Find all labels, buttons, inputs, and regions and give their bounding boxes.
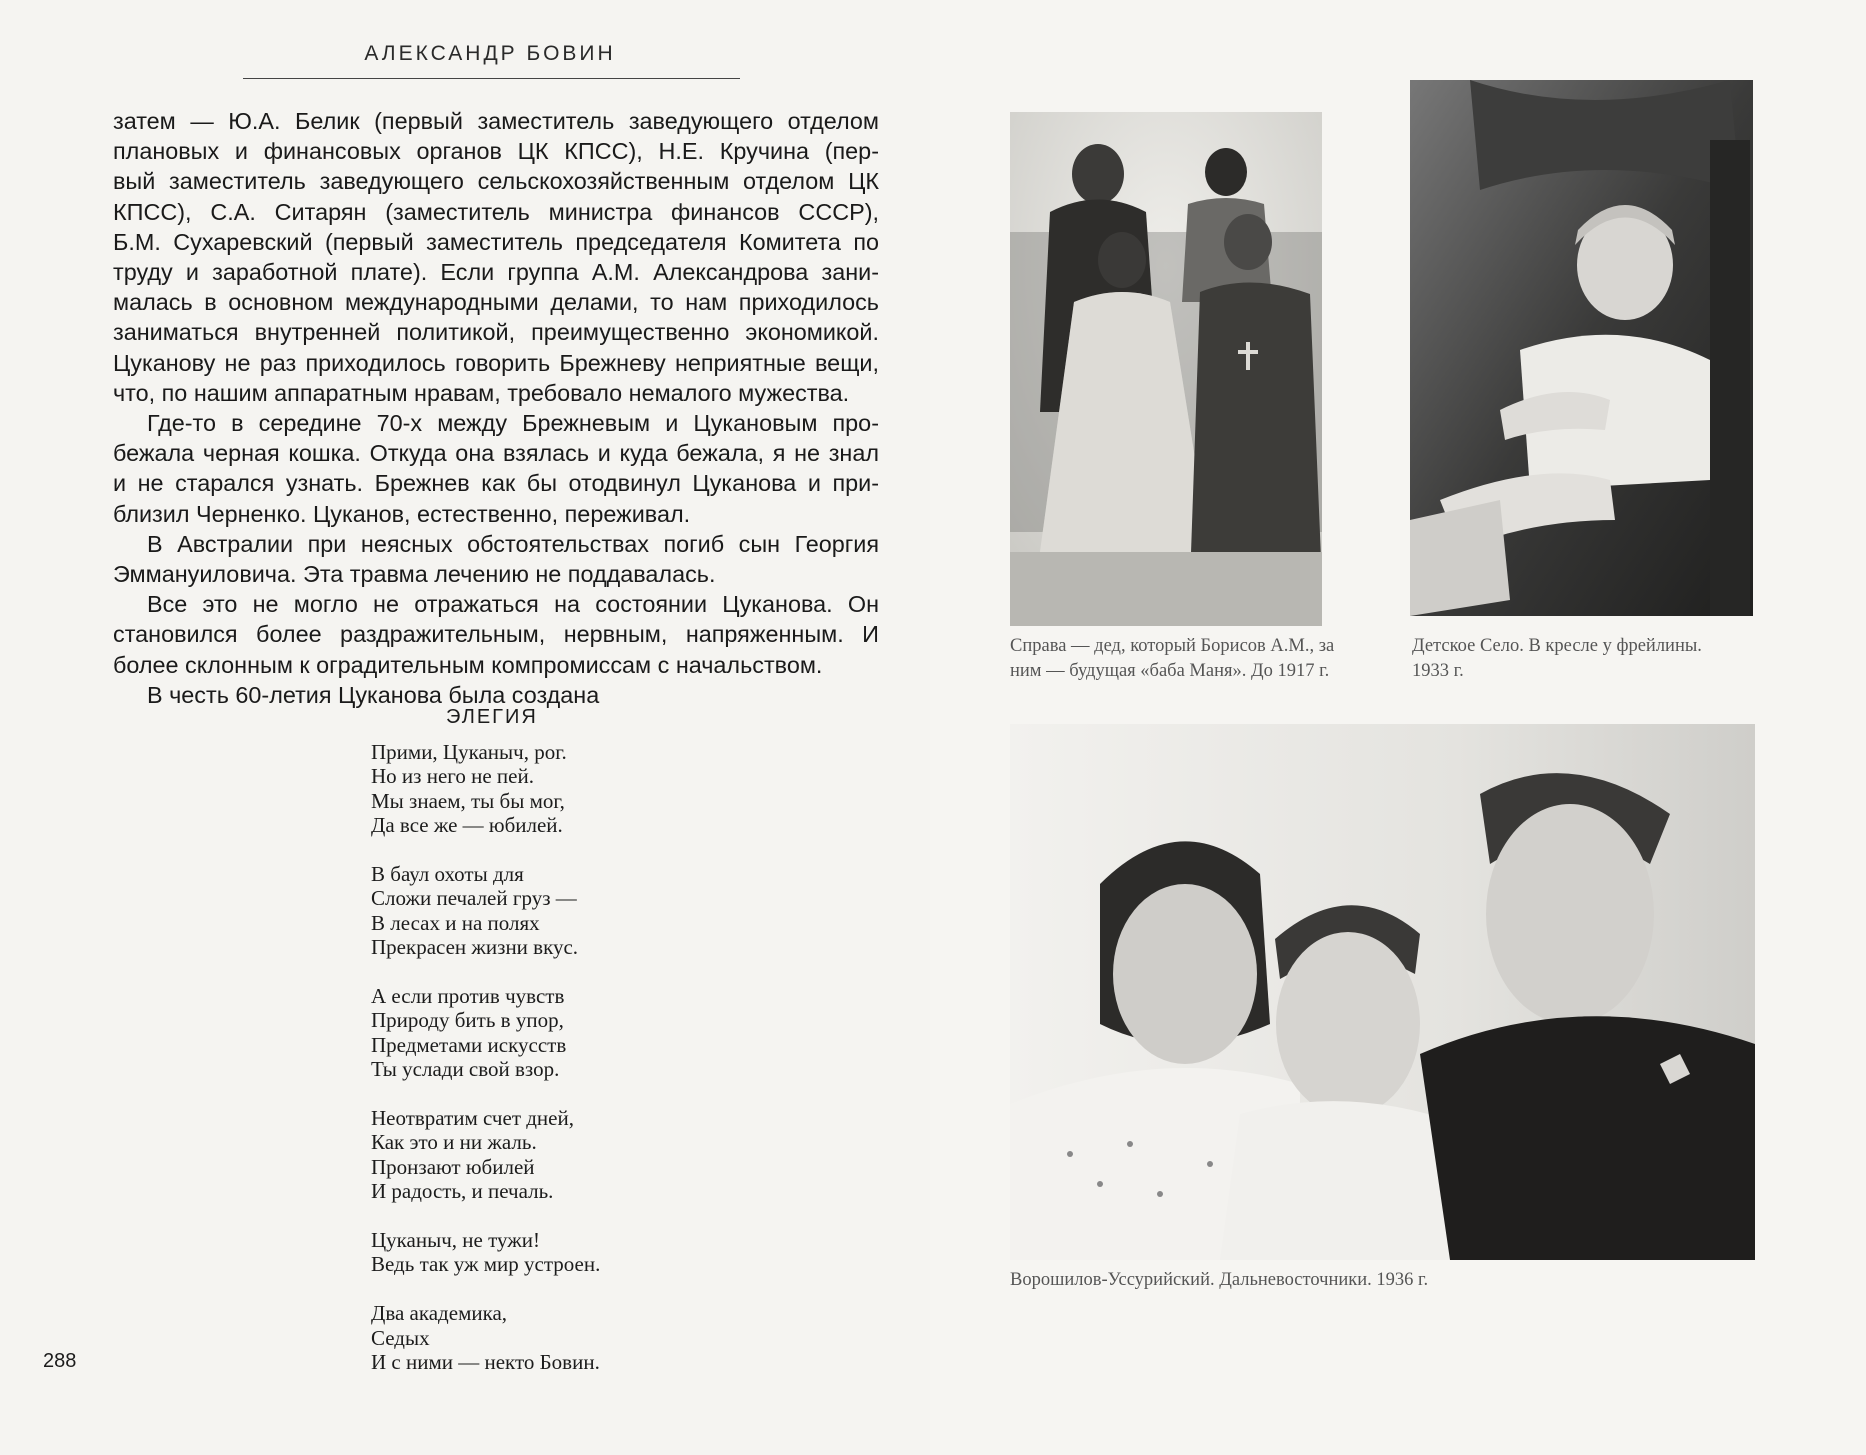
poem-line: Неотвратим счет дней, — [371, 1106, 574, 1131]
poem-line: Ведь так уж мир устроен. — [371, 1252, 601, 1277]
poem-line: А если против чувств — [371, 984, 565, 1009]
body-text-line: В Австралии при неясных обстоятельствах погиб сын Георгия — [147, 530, 879, 557]
body-text-line: более склонным к оградительным компромиссам с начальством. — [113, 651, 823, 678]
poem-stanza — [371, 1106, 600, 1204]
poem-line: И с ними — некто Бовин. — [371, 1350, 600, 1375]
poem-line: Как это и ни жаль. — [371, 1130, 537, 1155]
family-1936-image — [1010, 724, 1755, 1260]
poem-title: ЭЛЕГИЯ — [446, 706, 538, 728]
poem — [371, 740, 600, 1399]
poem-line: Прекрасен жизни вкус. — [371, 935, 579, 960]
body-text-line: становился более раздражительным, нервным, напряженным. И — [113, 621, 879, 648]
body-text-line: Все это не могло не отражаться на состоянии Цуканова. Он — [147, 591, 879, 618]
poem-line: В баул охоты для — [371, 862, 524, 887]
family-portrait-photo — [1010, 112, 1322, 626]
right-page — [930, 0, 1866, 1455]
poem-stanza — [371, 1228, 600, 1277]
body-text-line: труду и заработной плате). Если группа А.М. Александрова зани- — [113, 259, 879, 286]
page-number: 288 — [43, 1350, 77, 1372]
poem-line: Но из него не пей. — [371, 764, 534, 789]
caption-line: Детское Село. В кресле у фрейлины. — [1412, 636, 1702, 656]
poem-line: Сложи печалей груз — — [371, 886, 577, 911]
poem-stanza — [371, 1301, 600, 1374]
caption-line: 1933 г. — [1412, 661, 1464, 681]
poem-line: Предметами искусств — [371, 1032, 567, 1057]
child-armchair-caption — [1412, 634, 1742, 684]
body-text-line: заниматься внутренней политикой, преимущественно экономикой. — [113, 319, 879, 346]
family-portrait-caption — [1010, 634, 1340, 684]
body-text-line: Б.М. Сухаревский (первый заместитель председателя Комитета по — [113, 228, 879, 255]
poem-line: Прими, Цуканыч, рог. — [371, 740, 567, 764]
poem-line: Пронзают юбилей — [371, 1154, 535, 1179]
body-text-line: Цуканову не раз приходилось говорить Брежневу неприятные вещи, — [113, 349, 879, 376]
body-text-line: вый заместитель заведующего сельскохозяйственным отделом ЦК — [113, 168, 879, 195]
body-text-line: близил Черненко. Цуканов, естественно, переживал. — [113, 500, 691, 527]
poem-stanza — [371, 984, 600, 1082]
poem-line: Мы знаем, ты бы мог, — [371, 788, 565, 813]
caption-line: Справа — дед, который Борисов А.М., за — [1010, 636, 1335, 656]
poem-line: Да все же — юбилей. — [371, 813, 563, 838]
poem-line: Природу бить в упор, — [371, 1008, 564, 1033]
body-text-line: малась в основном международными делами, то нам приходилось — [113, 289, 879, 316]
body-text-line: Эммануиловича. Эта травма лечению не поддавалась. — [113, 561, 716, 588]
caption-line: ним — будущая «баба Маня». До 1917 г. — [1010, 661, 1330, 681]
body-text-line: и не старался узнать. Брежнев как бы отодвинул Цуканова и при- — [113, 470, 879, 497]
child-armchair-image — [1410, 80, 1753, 616]
left-page — [0, 0, 930, 1455]
poem-line: Седых — [371, 1325, 430, 1350]
body-text-line: плановых и финансовых органов ЦК КПСС), Н.Е. Кручина (пер- — [113, 138, 879, 165]
poem-line: Два академика, — [371, 1301, 508, 1326]
running-head: АЛЕКСАНДР БОВИН — [364, 42, 616, 65]
body-text-line: затем — Ю.А. Белик (первый заместитель заведующего отделом — [113, 108, 879, 134]
body-text-line: В честь 60-летия Цуканова была создана — [147, 681, 600, 708]
poem-stanza — [371, 862, 600, 960]
body-text-line: бежала черная кошка. Откуда она взялась и куда бежала, я не знал — [113, 440, 879, 467]
family-portrait-image — [1010, 112, 1322, 626]
body-text-line: Где-то в середине 70-х между Брежневым и Цукановым про- — [147, 410, 879, 437]
caption-line: Ворошилов-Уссурийский. Дальневосточники. 1936 г. — [1010, 1270, 1429, 1290]
family-1936-photo — [1010, 724, 1755, 1260]
poem-line: И радость, и печаль. — [371, 1179, 554, 1204]
child-armchair-photo — [1410, 80, 1753, 616]
body-text — [113, 106, 879, 710]
body-text-line: что, по нашим аппаратным нравам, требовало немалого мужества. — [113, 379, 850, 406]
body-text-line: КПСС), С.А. Ситарян (заместитель министра финансов СССР), — [113, 198, 879, 225]
poem-stanza — [371, 740, 600, 838]
poem-line: В лесах и на полях — [371, 910, 540, 935]
running-head-rule — [243, 78, 740, 79]
poem-line: Ты услади свой взор. — [371, 1057, 560, 1082]
poem-line: Цуканыч, не тужи! — [371, 1228, 540, 1253]
family-1936-caption — [1010, 1268, 1610, 1293]
